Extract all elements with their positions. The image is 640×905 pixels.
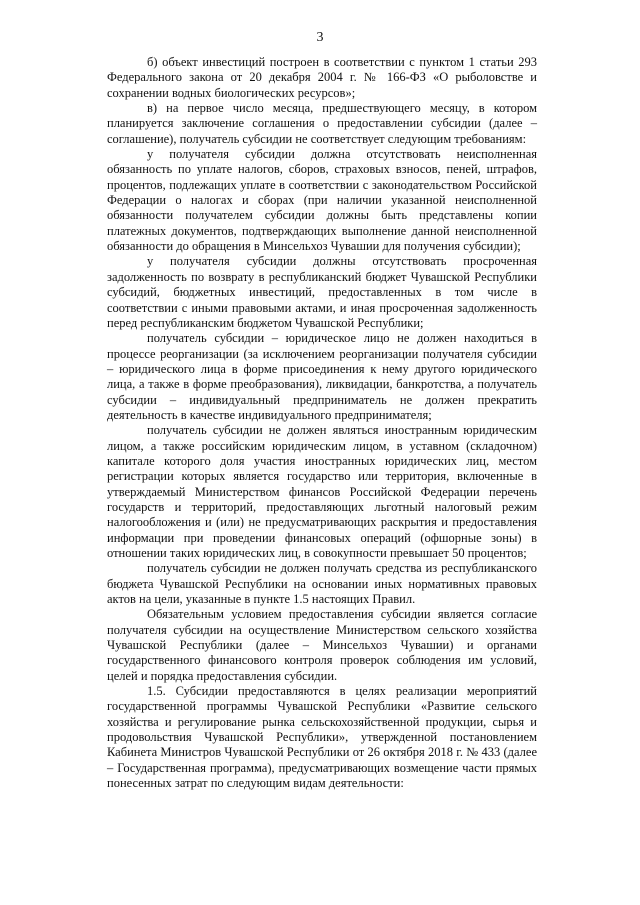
paragraph-other-funding: получатель субсидии не должен получать средства из республиканского бюджета Чувашской Республики на основании иных нормативных правовых актов на цели, указанные в пункте 1.5 настоящих Правил. <box>107 561 537 607</box>
document-body <box>107 55 537 792</box>
paragraph-tax-obligations: у получателя субсидии должна отсутствовать неисполненная обязанность по уплате налогов, сборов, страховых взносов, пеней, штрафов, процентов, подлежащих уплате в соответствии с законодательством Российской Федерации о налогах и сборах (при наличии указанной неисполненной обязанности получателем субсидии должны быть представлены копии платежных документов, подтверждающих выполнение данной неисполненной обязанности до обращения в Минсельхоз Чувашии для получения субсидии); <box>107 147 537 254</box>
paragraph-foreign-entity: получатель субсидии не должен являться иностранным юридическим лицом, а также российским юридическим лицом, в уставном (складочном) капитале которого доля участия иностранных юридических лиц, местом регистрации которых является государство или территория, включенные в утверждаемый Министерством финансов Российской Федерации перечень государств и территорий, предоставляющих льготный налоговый режим налогообложения и (или) не предусматривающих раскрытия и предоставления информации при проведении финансовых операций (офшорные зоны) в отношении таких юридических лиц, в совокупности превышает 50 процентов; <box>107 423 537 560</box>
paragraph-reorganization: получатель субсидии – юридическое лицо не должен находиться в процессе реорганизации (за исключением реорганизации получателя субсидии – юридического лица в форме присоединения к нему другого юридического лица, а также в форме преобразования), ликвидации, банкротства, а получатель субсидии – индивидуальный предприниматель не должен прекратить деятельность в качестве индивидуального предпринимателя; <box>107 331 537 422</box>
paragraph-b-investment-object: б) объект инвестиций построен в соответствии с пунктом 1 статьи 293 Федерального закона от 20 декабря 2004 г. № 166-ФЗ «О рыболовстве и сохранении водных биологических ресурсов»; <box>107 55 537 100</box>
paragraph-mandatory-condition: Обязательным условием предоставления субсидии является согласие получателя субсидии на осуществление Министерством сельского хозяйства Чувашской Республики (далее – Минсельхоз Чувашии) и органами государственного финансового контроля проверок соблюдения им условий, целей и порядка предоставления субсидии. <box>107 607 537 683</box>
paragraph-overdue-debt: у получателя субсидии должны отсутствовать просроченная задолженность по возврату в республиканский бюджет Чувашской Республики субсидий, бюджетных инвестиций, предоставленных в том числе в соответствии с иными правовыми актами, и иная просроченная задолженность перед республиканским бюджетом Чувашской Республики; <box>107 254 537 330</box>
paragraph-section-1-5: 1.5. Субсидии предоставляются в целях реализации мероприятий государственной программы Чувашской Республики «Развитие сельского хозяйства и регулирование рынка сельскохозяйственной продукции, сырья и продовольствия Чувашской Республики», утвержденной постановлением Кабинета Министров Чувашской Республики от 26 октября 2018 г. № 433 (далее – Государственная программа), предусматривающих возмещение части прямых понесенных затрат по следующим видам деятельности: <box>107 684 537 791</box>
paragraph-v-requirements-intro: в) на первое число месяца, предшествующего месяцу, в котором планируется заключение соглашения о предоставлении субсидии (далее – соглашение), получатель субсидии не соответствует следующим требованиям: <box>107 101 537 146</box>
page-number: 3 <box>316 30 324 45</box>
